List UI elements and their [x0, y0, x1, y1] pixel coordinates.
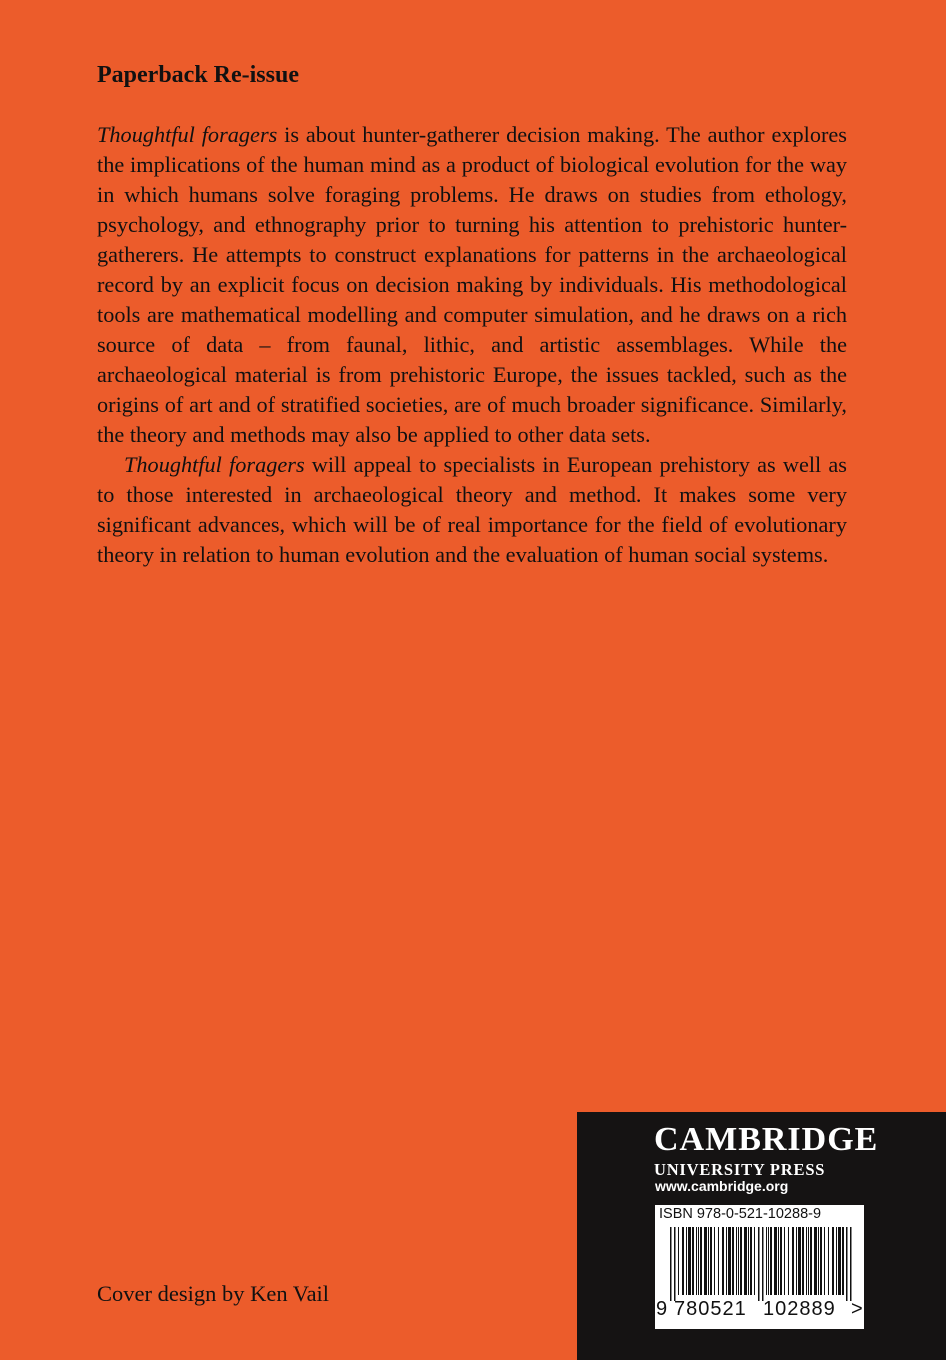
barcode-bar: [810, 1227, 812, 1295]
paragraph-1: [97, 120, 847, 450]
barcode-bar: [682, 1227, 684, 1295]
barcode-bar: [828, 1227, 829, 1295]
barcode-bar: [824, 1227, 825, 1295]
publisher-panel: [577, 1112, 946, 1360]
isbn-barcode: [655, 1205, 864, 1329]
heading-paperback-reissue: Paperback Re-issue: [97, 62, 299, 88]
barcode-bar: [838, 1227, 841, 1295]
publisher-logo: [654, 1121, 879, 1181]
cover-design-credit: Cover design by Ken Vail: [97, 1281, 330, 1306]
barcode-bar: [726, 1227, 727, 1295]
barcode-bar: [700, 1227, 702, 1295]
barcode-bar: [814, 1227, 817, 1295]
barcode-bar: [796, 1227, 797, 1295]
paragraph-2-text: will appeal to specialists in European prehistory as well as to those interested in archaeological theory and method. It makes some very significant advances, which will be of real importance for the field of evolutionary theory in relation to human evolution and the evaluation of human social systems.: [97, 452, 847, 567]
barcode-bar: [792, 1227, 794, 1295]
publisher-website: www.cambridge.org: [655, 1178, 789, 1194]
barcode-bar: [778, 1227, 779, 1295]
publisher-name: CAMBRIDGE: [654, 1121, 879, 1158]
barcode-digit-first: 9: [656, 1298, 668, 1320]
barcode-bar: [698, 1227, 699, 1295]
barcode-arrow: >: [851, 1298, 863, 1320]
isbn-text: ISBN 978-0-521-10288-9: [659, 1206, 822, 1222]
barcode-bar: [686, 1227, 687, 1295]
barcode-bar: [728, 1227, 731, 1295]
barcode-bar: [744, 1227, 747, 1295]
barcode-bar: [754, 1227, 755, 1295]
barcode-bar: [708, 1227, 709, 1295]
barcode-bar: [678, 1227, 679, 1295]
barcode-bar: [714, 1227, 715, 1295]
barcode-bar: [750, 1227, 752, 1295]
barcode-bar: [766, 1227, 767, 1295]
barcode-guard-bar: [758, 1227, 760, 1301]
barcode-bar: [808, 1227, 809, 1295]
barcode-bar: [774, 1227, 777, 1295]
barcode-guard-bar: [846, 1227, 848, 1301]
book-title-italic: Thoughtful foragers: [97, 122, 278, 147]
barcode-bar: [696, 1227, 697, 1295]
barcode-bar: [722, 1227, 724, 1295]
barcode-bar: [710, 1227, 712, 1295]
barcode-bar: [736, 1227, 737, 1295]
barcode-bars: [655, 1227, 864, 1301]
barcode-digits-right: 102889: [763, 1298, 836, 1320]
barcode-bar: [748, 1227, 749, 1295]
barcode-bar: [780, 1227, 782, 1295]
barcode-digits: [655, 1298, 864, 1324]
barcode-bar: [836, 1227, 837, 1295]
barcode-bar: [704, 1227, 707, 1295]
barcode-bar: [770, 1227, 772, 1295]
barcode-bar: [788, 1227, 789, 1295]
description-blurb: [97, 120, 847, 570]
barcode-bar: [798, 1227, 801, 1295]
barcode-bar: [718, 1227, 719, 1295]
barcode-guard-bar: [674, 1227, 676, 1301]
barcode-digits-left: 780521: [674, 1298, 747, 1320]
barcode-bar: [832, 1227, 834, 1295]
barcode-bar: [820, 1227, 822, 1295]
paragraph-1-text: is about hunter-gatherer decision making. The author explores the implications of the human mind as a product of biological evolution for the way in which humans solve foraging problems. He draws on studies from ethology, psychology, and ethnography prior to turning his attention to prehistoric hunter-gatherers. He attempts to construct explanations for patterns in the archaeological record by an explicit focus on decision making by individuals. His methodological tools are mathematical modelling and computer simulation, and he draws on a rich source of data – from faunal, lithic, and artistic assemblages. While the archaeological material is from prehistoric Europe, the issues tackled, such as the origins of art and of stratified societies, are of much broader significance. Similarly, the theory and methods may also be applied to other data sets.: [97, 122, 847, 447]
book-title-italic: Thoughtful foragers: [124, 452, 305, 477]
barcode-bar: [738, 1227, 739, 1295]
paragraph-2: [97, 450, 847, 570]
barcode-bar: [802, 1227, 804, 1295]
barcode-bar: [806, 1227, 807, 1295]
barcode-guard-bar: [670, 1227, 672, 1301]
barcode-bar: [692, 1227, 694, 1295]
publisher-subname: UNIVERSITY PRESS: [654, 1160, 826, 1179]
barcode-bar: [732, 1227, 734, 1295]
barcode-guard-bar: [850, 1227, 852, 1301]
barcode-bar: [740, 1227, 742, 1295]
barcode-bar: [818, 1227, 819, 1295]
barcode-bar: [768, 1227, 769, 1295]
barcode-bar: [784, 1227, 785, 1295]
barcode-bar: [842, 1227, 844, 1295]
barcode-bar: [688, 1227, 691, 1295]
barcode-guard-bar: [762, 1227, 764, 1301]
